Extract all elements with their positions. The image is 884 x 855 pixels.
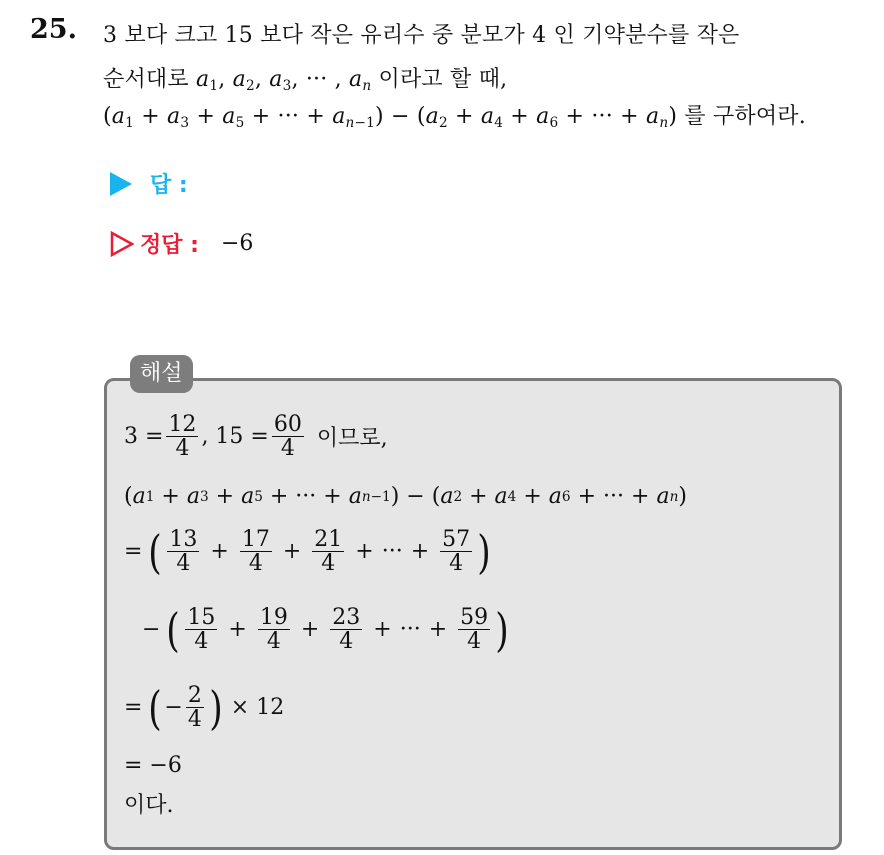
subscript: 2 xyxy=(245,77,255,94)
answer-row xyxy=(110,168,188,199)
subscript: n xyxy=(362,77,372,94)
correct-answer-row xyxy=(110,228,253,259)
correct-answer-label: 정답 : xyxy=(140,233,199,258)
math-text: × 12 xyxy=(230,695,285,721)
solution-step-4: − ( $\frac{15}{4}$ + $\frac{19}{4}$ + $\frac{23}{4}$ + ··· + $\frac{59}{4}$ ) xyxy=(142,602,509,657)
question-text: 를 구하여라. xyxy=(684,104,806,129)
comma: , xyxy=(254,67,263,92)
question-number: 25. xyxy=(30,14,77,45)
fraction: $\frac{13}{4}$ xyxy=(169,527,198,577)
question-line-2 xyxy=(103,62,507,93)
question-line-1: 3 보다 크고 15 보다 작은 유리수 중 분모가 4 인 기약분수를 작은 xyxy=(103,23,740,48)
var-a: a xyxy=(269,67,283,92)
solution-step-6: = −6 xyxy=(124,753,182,778)
math-text: , 15 = xyxy=(201,424,269,450)
fraction: $\frac{19}{4}$ xyxy=(259,605,288,655)
fraction: $\frac{60}{4}$ xyxy=(273,412,302,462)
var-a: a xyxy=(196,67,210,92)
outline-play-icon xyxy=(110,231,134,257)
solution-step-7: 이다. xyxy=(124,793,174,818)
fraction: $\frac{59}{4}$ xyxy=(460,605,489,655)
solution-tag: 해설 xyxy=(130,355,193,393)
solution-step-2: ( a 1 + a 3 + a 5 + ··· + a n−1 ) − ( a 2 + a 4 + a 6 + ··· + a n ) xyxy=(124,484,687,509)
math-text: 3 = xyxy=(124,424,164,450)
comma: , xyxy=(218,67,226,92)
ellipsis: , ··· , xyxy=(291,67,349,92)
math-text: 이므로, xyxy=(316,426,388,452)
fraction: $\frac{21}{4}$ xyxy=(314,527,343,577)
question-text: 이라고 할 때, xyxy=(378,67,508,92)
fraction: $\frac{2}{4}$ xyxy=(187,683,202,733)
var-a: a xyxy=(232,67,246,92)
fraction: $\frac{57}{4}$ xyxy=(442,527,471,577)
subscript: 3 xyxy=(282,77,292,94)
solution-step-3: = ( $\frac{13}{4}$ + $\frac{17}{4}$ + $\frac{21}{4}$ + ··· + $\frac{57}{4}$ ) xyxy=(124,524,491,579)
fraction: $\frac{15}{4}$ xyxy=(187,605,216,655)
solution-step-5: = ( − $\frac{2}{4}$ ) × 12 xyxy=(124,680,285,735)
correct-answer-value: −6 xyxy=(220,231,254,256)
var-a: a xyxy=(348,67,363,92)
fraction: $\frac{17}{4}$ xyxy=(241,527,270,577)
question-line-3: ($a_1 + a_3 + a_5$ + ··· + $a_{n-1}) - (a_2 + a_4 + a_6$ + ··· + $a_n$) 를 구하여라. xyxy=(103,104,806,131)
subscript: 1 xyxy=(209,77,219,94)
question-text: 순서대로 xyxy=(103,67,189,92)
answer-label: 답 : xyxy=(150,173,188,198)
fraction: $\frac{12}{4}$ xyxy=(168,412,197,462)
fraction: $\frac{23}{4}$ xyxy=(332,605,361,655)
solution-step-1 xyxy=(124,413,388,460)
play-icon xyxy=(110,172,132,196)
